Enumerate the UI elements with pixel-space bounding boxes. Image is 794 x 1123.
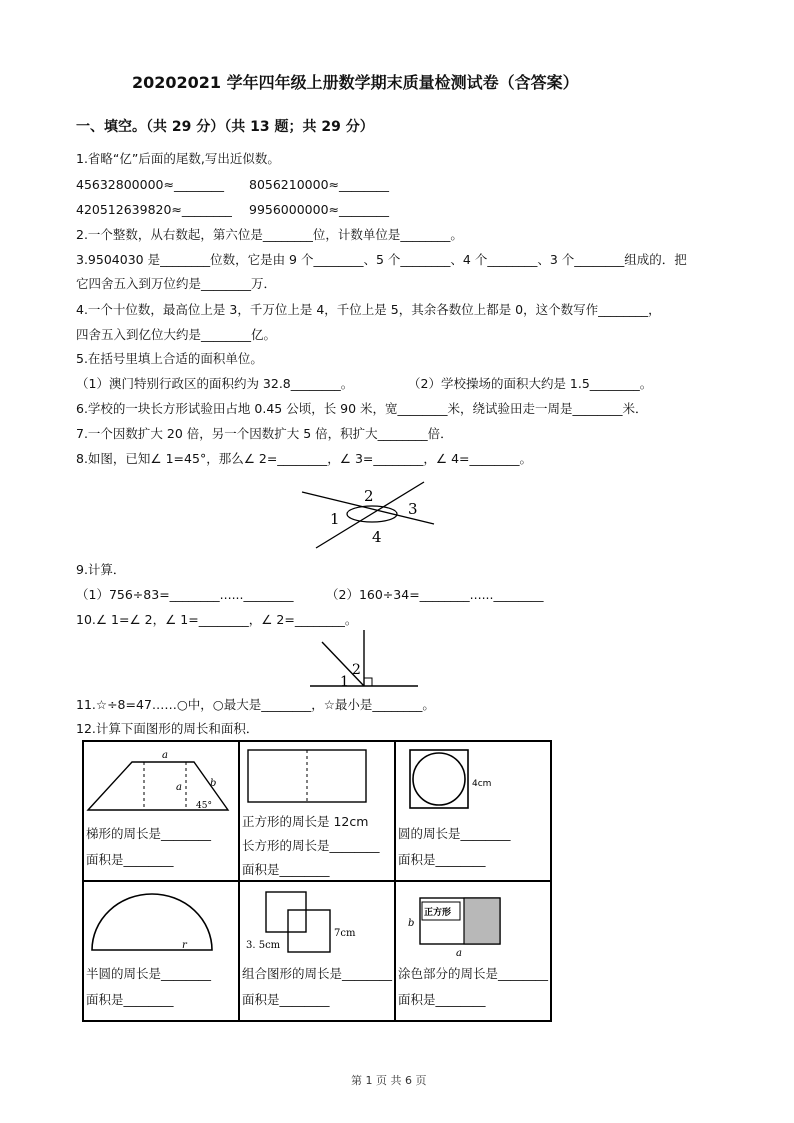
- circle-label-side: 4cm: [472, 779, 492, 789]
- semicircle-figure: [86, 886, 234, 960]
- cell-line: 半圆的周长是________: [86, 966, 212, 981]
- trapezoid-label-a-height: a: [176, 782, 182, 793]
- q8-stem: 8.如图，已知∠ 1=45°，那么∠ 2=________，∠ 3=________，∠ 4=________。: [76, 451, 533, 466]
- shaded-label-b: b: [408, 918, 415, 929]
- q8-label-4: 4: [372, 528, 382, 546]
- composite-label-small: 3. 5cm: [246, 940, 281, 951]
- q5-stem: 5.在括号里填上合适的面积单位。: [76, 351, 263, 366]
- q5-a: （1）澳门特别行政区的面积约为 32.8________。: [76, 376, 354, 391]
- rectangle-figure: [242, 746, 392, 806]
- q11: 11.☆÷8=47……○中，○最大是________，☆最小是________。: [76, 697, 435, 712]
- q6: 6.学校的一块长方形试验田占地 0.45 公顷，长 90 米，宽________米，绕试验田走一周是________米．: [76, 401, 648, 416]
- composite-label-large: 7cm: [334, 928, 356, 939]
- q3-line2: 它四舍五入到万位约是________万．: [76, 276, 277, 291]
- shaded-label-square: 正方形: [424, 908, 452, 918]
- shaded-rectangle-figure: [398, 886, 548, 960]
- cell-line: 圆的周长是________: [398, 826, 511, 841]
- cell-trapezoid: [83, 741, 239, 881]
- q1-d: 9956000000≈________: [249, 202, 390, 217]
- cell-line: 面积是________: [242, 992, 330, 1007]
- cell-line: 面积是________: [242, 862, 330, 877]
- cell-rectangle: [239, 741, 395, 881]
- cell-line: 面积是________: [86, 852, 174, 867]
- trapezoid-label-angle: 45°: [196, 801, 212, 811]
- q10-label-2: 2: [352, 662, 361, 678]
- q8-angle-figure: [298, 478, 438, 552]
- cell-line: 涂色部分的周长是________: [398, 966, 549, 981]
- cell-line: 面积是________: [398, 992, 486, 1007]
- q8-label-2: 2: [364, 487, 374, 505]
- composite-figure: [242, 886, 392, 958]
- shaded-label-a: a: [456, 948, 462, 959]
- cell-composite: [239, 881, 395, 1021]
- circle-in-square-figure: [398, 746, 548, 818]
- q1-a: 45632800000≈________: [76, 177, 224, 192]
- q10-stem: 10.∠ 1=∠ 2，∠ 1=________，∠ 2=________。: [76, 612, 358, 627]
- cell-line: 长方形的周长是________: [242, 838, 380, 853]
- cell-line: 正方形的周长是 12cm: [242, 814, 369, 829]
- cell-circle: [395, 741, 551, 881]
- q10-angle-figure: [308, 628, 420, 690]
- q3-line1: 3.9504030 是________位数，它是由 9 个________、5 个________、4 个________、3 个________组成的．把: [76, 252, 687, 267]
- page-title: 20202021 学年四年级上册数学期末质量检测试卷（含答案）: [132, 73, 579, 92]
- cell-line: 面积是________: [398, 852, 486, 867]
- q9-b: （2）160÷34=________......________: [326, 587, 544, 602]
- trapezoid-label-a-top: a: [162, 750, 168, 761]
- q4-line2: 四舍五入到亿位大约是________亿。: [76, 327, 277, 342]
- q1-b: 8056210000≈________: [249, 177, 390, 192]
- q9-a: （1）756÷83=________......________: [76, 587, 294, 602]
- section-heading: 一、填空。（共 29 分）（共 13 题；共 29 分）: [76, 119, 374, 135]
- q8-label-3: 3: [408, 500, 418, 518]
- q4-line1: 4.一个十位数，最高位上是 3，千万位上是 4，千位上是 5，其余各数位上都是 0，这个数写作________，: [76, 302, 661, 317]
- cell-shaded: [395, 881, 551, 1021]
- q8-label-1: 1: [330, 510, 340, 528]
- trapezoid-label-b: b: [210, 778, 217, 789]
- semicircle-label-r: r: [182, 940, 187, 951]
- cell-semicircle: [83, 881, 239, 1021]
- cell-line: 梯形的周长是________: [86, 826, 212, 841]
- q1-stem: 1.省略“亿”后面的尾数,写出近似数。: [76, 151, 280, 166]
- cell-line: 组合图形的周长是________: [242, 966, 393, 981]
- q1-c: 420512639820≈________: [76, 202, 232, 217]
- q10-label-1: 1: [340, 674, 349, 690]
- cell-line: 面积是________: [86, 992, 174, 1007]
- q9-stem: 9.计算．: [76, 562, 126, 577]
- q12-stem: 12.计算下面图形的周长和面积．: [76, 721, 259, 736]
- q7: 7.一个因数扩大 20 倍，另一个因数扩大 5 倍，积扩大________倍．: [76, 426, 453, 441]
- q2: 2.一个整数，从右数起，第六位是________位，计数单位是________。: [76, 227, 463, 242]
- q12-figure-table: [82, 740, 552, 1022]
- q5-b: （2）学校操场的面积大约是 1.5________。: [408, 376, 653, 391]
- page-footer: 第 1 页 共 6 页: [351, 1074, 427, 1087]
- trapezoid-figure: [86, 746, 234, 818]
